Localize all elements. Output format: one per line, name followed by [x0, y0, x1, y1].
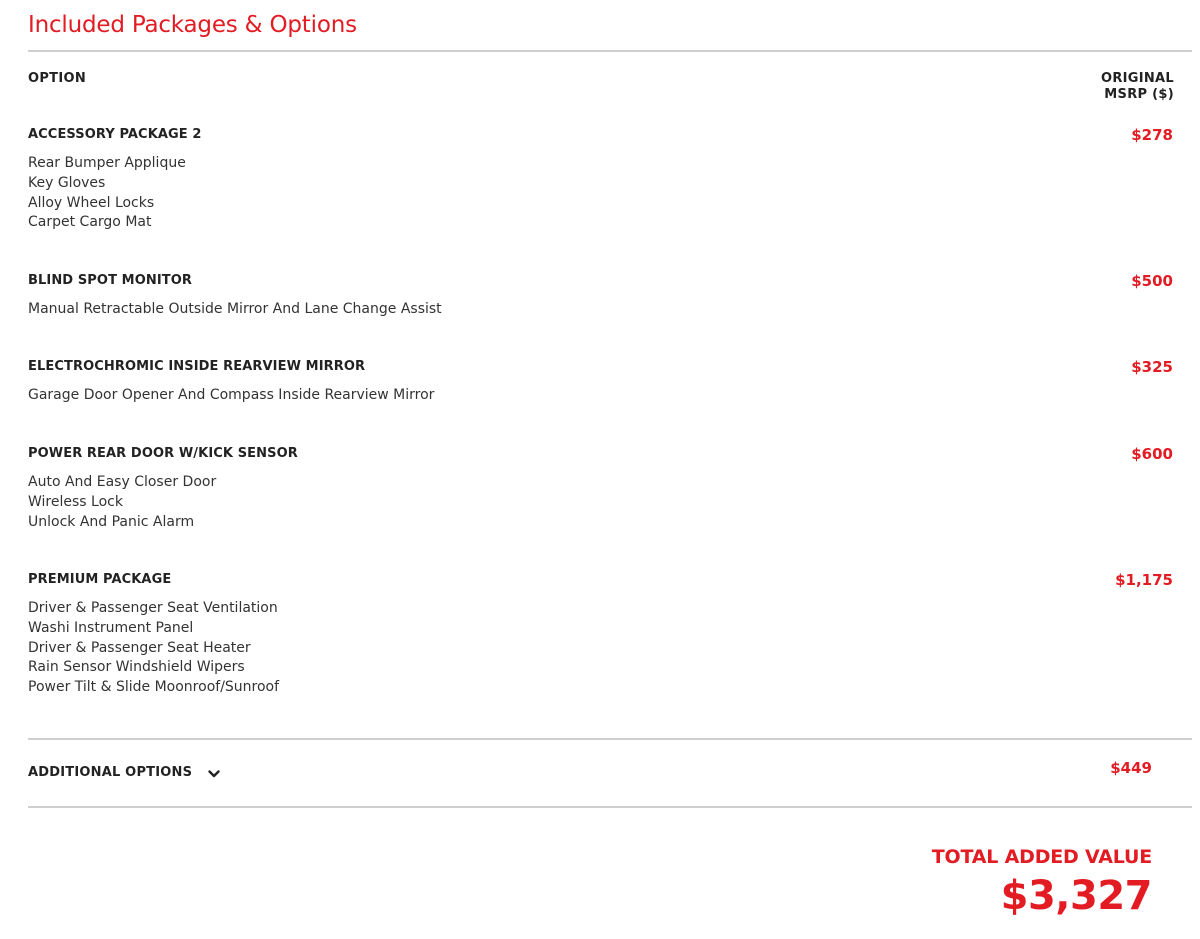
package-item: Driver & Passenger Seat Ventilation: [28, 600, 278, 616]
column-header-msrp-line2: MSRP ($): [1104, 87, 1174, 102]
package-items: [28, 599, 1173, 698]
additional-options-price: $449: [1110, 759, 1152, 777]
package-item: Washi Instrument Panel: [28, 619, 194, 636]
package-price: $325: [1131, 358, 1173, 376]
package-name: PREMIUM PACKAGE: [28, 572, 172, 587]
package-item: Driver & Passenger Seat Heater: [28, 639, 251, 656]
package-item: Unlock And Panic Alarm: [28, 513, 195, 530]
package-premium-package: [28, 571, 1173, 698]
package-item: Key Gloves: [28, 174, 106, 191]
additional-options-label: ADDITIONAL OPTIONS: [28, 764, 193, 780]
package-blind-spot-monitor: [28, 272, 1173, 320]
additional-options-toggle[interactable]: [28, 759, 1152, 783]
package-item: Manual Retractable Outside Mirror And Lane Change Assist: [28, 301, 442, 317]
additional-options-divider-bottom: [28, 806, 1192, 808]
column-header-msrp-line1: ORIGINAL: [1100, 71, 1174, 86]
package-power-rear-door: [28, 445, 1173, 532]
package-item: Auto And Easy Closer Door: [28, 474, 217, 490]
package-name: ELECTROCHROMIC INSIDE REARVIEW MIRROR: [28, 359, 366, 374]
package-items: [28, 386, 1173, 406]
package-item: Rear Bumper Applique: [28, 155, 186, 171]
chevron-down-icon[interactable]: [207, 766, 221, 780]
package-item: Carpet Cargo Mat: [28, 214, 152, 231]
package-price: $500: [1131, 272, 1173, 290]
package-name: POWER REAR DOOR W/KICK SENSOR: [28, 446, 298, 461]
package-item: Power Tilt & Slide Moonroof/Sunroof: [28, 679, 280, 696]
package-name: ACCESSORY PACKAGE 2: [28, 127, 202, 142]
header-divider: [28, 50, 1192, 52]
package-accessory-package-2: [28, 126, 1173, 233]
column-header-msrp: [1054, 71, 1174, 103]
package-price: $278: [1131, 126, 1173, 144]
package-electrochromic-mirror: [28, 358, 1173, 406]
package-price: $600: [1131, 445, 1173, 463]
package-item: Wireless Lock: [28, 493, 123, 510]
package-item: Rain Sensor Windshield Wipers: [28, 659, 245, 676]
package-items: [28, 300, 1173, 320]
package-items: [28, 473, 1173, 532]
package-items: [28, 154, 1173, 233]
total-added-value-label: TOTAL ADDED VALUE: [931, 846, 1152, 868]
package-price: $1,175: [1115, 571, 1173, 589]
additional-options-divider-top: [28, 738, 1192, 740]
column-header-option: OPTION: [28, 71, 87, 86]
package-item: Alloy Wheel Locks: [28, 194, 155, 211]
total-added-value: $3,327: [1000, 873, 1152, 919]
package-name: BLIND SPOT MONITOR: [28, 273, 192, 288]
package-item: Garage Door Opener And Compass Inside Rearview Mirror: [28, 387, 435, 403]
section-title: Included Packages & Options: [28, 12, 357, 38]
